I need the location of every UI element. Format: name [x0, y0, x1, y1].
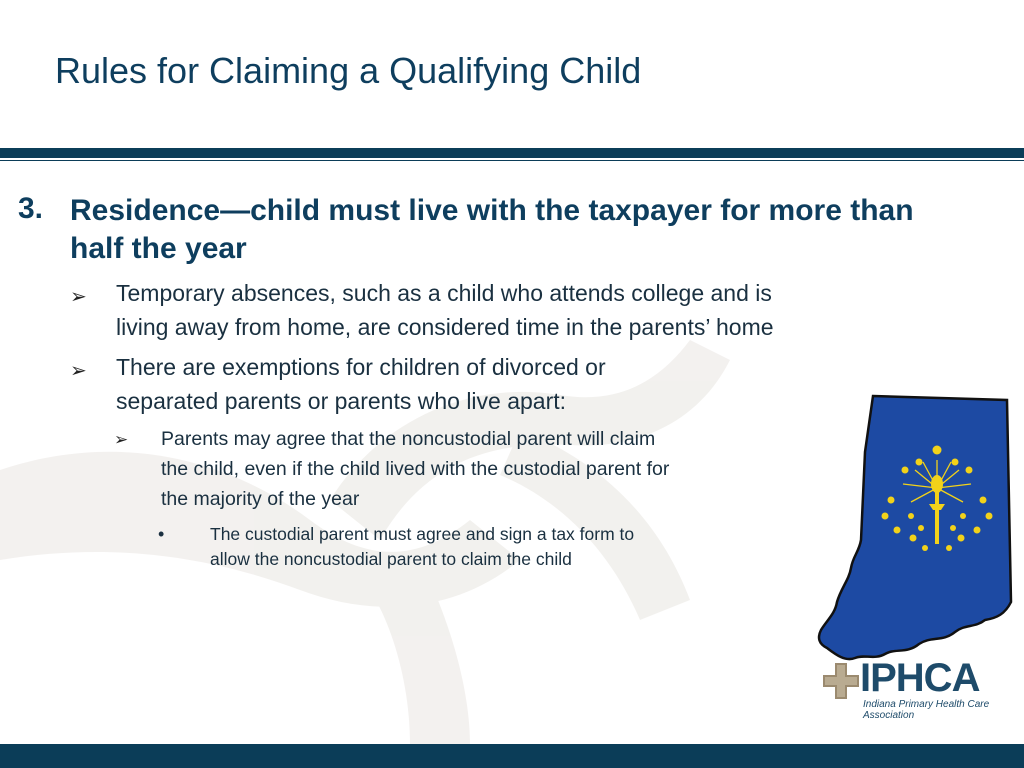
point-2-line-1: There are exemptions for children of divorced or — [116, 354, 606, 380]
indiana-state-shape — [819, 396, 1011, 659]
item-number: 3. — [18, 192, 44, 225]
indiana-state-flag-map — [815, 392, 1023, 662]
arrow-bullet-icon: ➢ — [114, 430, 129, 449]
logo-subtitle-line-1: Indiana Primary Health Care — [863, 699, 990, 710]
item-heading: Residence—child must live with the taxpayer for more than half the year — [70, 194, 914, 265]
arrow-bullet-icon: ➢ — [70, 286, 87, 308]
detail-line-1: The custodial parent must agree and sign a tax form to — [210, 524, 635, 544]
subpoint-line-1: Parents may agree that the noncustodial parent will claim — [161, 428, 656, 450]
point-2-line-2: separated parents or parents who live apart: — [116, 388, 567, 414]
slide-title: Rules for Claiming a Qualifying Child — [55, 50, 642, 91]
point-1-line-1: Temporary absences, such as a child who attends college and is — [116, 280, 772, 306]
point-1-line-2: living away from home, are considered time in the parents’ home — [116, 314, 774, 340]
logo-subtitle-line-2: Association — [863, 710, 915, 721]
dot-bullet-icon: • — [158, 524, 165, 544]
iphca-logo-wordmark: IPHCA — [860, 656, 980, 700]
header-divider-line — [0, 160, 1024, 161]
iphca-logo-subtitle — [863, 699, 989, 721]
arrow-bullet-icon: ➢ — [70, 360, 87, 382]
subpoint-line-3: the majority of the year — [161, 488, 360, 510]
iphca-logo-mark-icon — [823, 663, 859, 699]
header-divider-bar — [0, 148, 1024, 158]
subpoint-line-2: the child, even if the child lived with the custodial parent for — [161, 458, 670, 480]
footer-bar — [0, 744, 1024, 768]
detail-line-2: allow the noncustodial parent to claim the child — [210, 549, 572, 569]
